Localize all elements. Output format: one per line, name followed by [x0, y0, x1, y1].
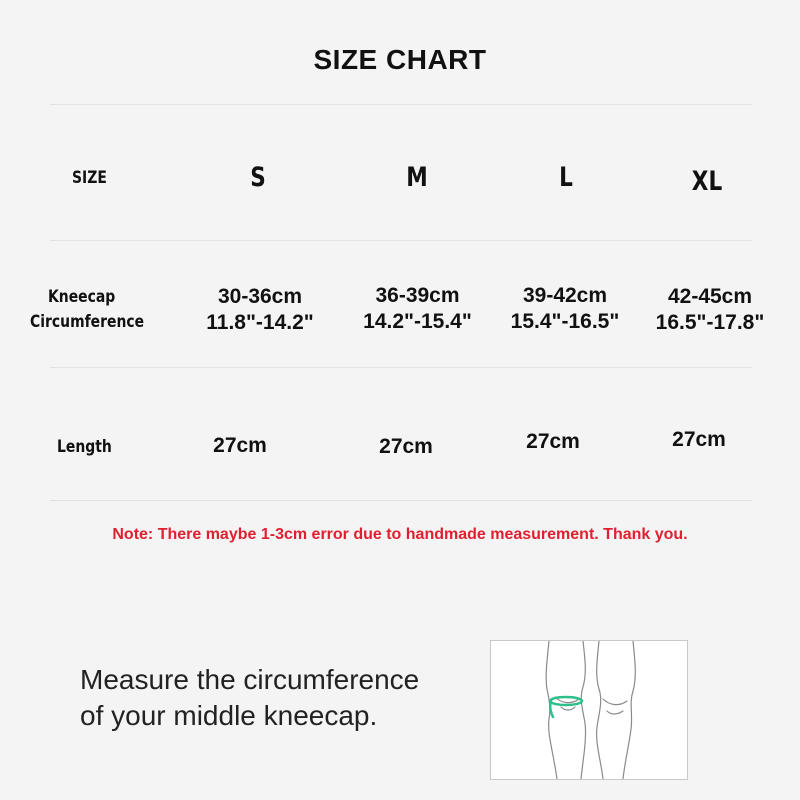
legs-icon	[491, 641, 687, 779]
length-value-l: 27cm	[526, 430, 580, 453]
measure-line-2: of your middle kneecap.	[80, 700, 378, 731]
kneecap-cell-m	[345, 283, 490, 335]
chart-title: SIZE CHART	[313, 44, 487, 75]
kneecap-cell-s	[190, 284, 330, 336]
length-value-s: 27cm	[213, 434, 267, 457]
size-row-label: SIZE	[72, 168, 107, 188]
size-m-header: M	[406, 162, 428, 193]
kneecap-cm-xl: 42-45cm	[667, 285, 753, 308]
kneecap-cm-l: 39-42cm	[522, 284, 608, 307]
divider	[50, 367, 752, 368]
divider	[50, 104, 752, 105]
length-value-m: 27cm	[379, 435, 433, 458]
kneecap-label-line1: Kneecap	[48, 287, 116, 307]
kneecap-inch-l: 15.4"-16.5"	[510, 310, 620, 333]
length-row-label: Length	[57, 437, 112, 457]
measure-instruction	[80, 662, 419, 734]
kneecap-label-line2: Circumference	[30, 312, 145, 332]
kneecap-cm-s: 30-36cm	[217, 285, 303, 308]
kneecap-inch-xl: 16.5"-17.8"	[655, 311, 765, 334]
size-xl-header: XL	[691, 166, 723, 197]
measurement-note: Note: There maybe 1-3cm error due to handmade measurement. Thank you.	[112, 526, 688, 543]
divider	[50, 240, 752, 241]
kneecap-cell-xl	[640, 284, 780, 336]
measure-line-1: Measure the circumference	[80, 664, 420, 695]
kneecap-cm-m: 36-39cm	[375, 284, 460, 307]
size-l-header: L	[559, 162, 573, 193]
divider	[50, 500, 752, 501]
kneecap-cell-l	[495, 283, 635, 335]
length-value-xl: 27cm	[672, 428, 726, 451]
kneecap-inch-m: 14.2"-15.4"	[363, 310, 472, 333]
size-s-header: S	[250, 162, 266, 193]
knee-measure-illustration	[490, 640, 688, 780]
kneecap-inch-s: 11.8"-14.2"	[206, 311, 314, 334]
